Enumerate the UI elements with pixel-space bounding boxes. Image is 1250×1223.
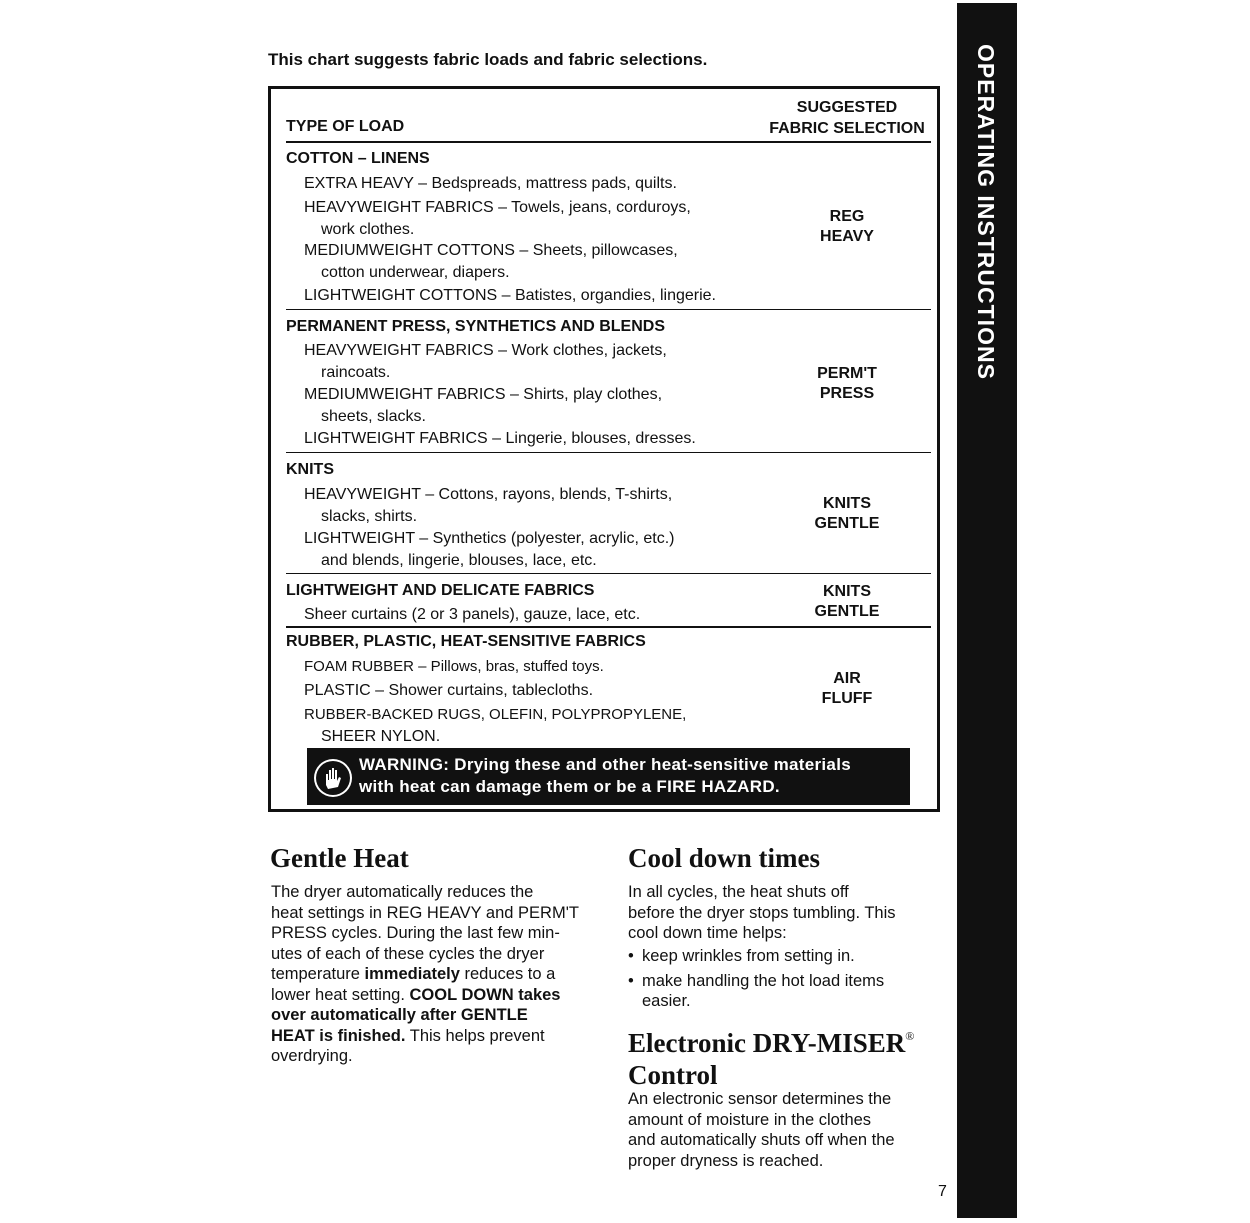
load-item: PLASTIC – Shower curtains, tablecloths. [304, 682, 594, 699]
fabric-setting: REG HEAVY [820, 208, 874, 245]
load-item: Sheer curtains (2 or 3 panels), gauze, lace, etc. [304, 606, 641, 623]
load-item: MEDIUMWEIGHT COTTONS – Sheets, pillowcases, cotton underwear, diapers. [304, 242, 678, 281]
section-title: KNITS [286, 461, 334, 478]
header-rule [286, 141, 931, 143]
section-rule [286, 452, 931, 453]
load-item: MEDIUMWEIGHT FABRICS – Shirts, play clothes, sheets, slacks. [304, 386, 663, 425]
fabric-setting: AIR FLUFF [821, 670, 873, 707]
load-item: HEAVYWEIGHT FABRICS – Towels, jeans, corduroys, work clothes. [304, 199, 691, 238]
cool-down-benefits [628, 946, 948, 1016]
fabric-setting: KNITS GENTLE [814, 495, 880, 532]
hand-warning-icon [314, 759, 352, 797]
cool-down-text: In all cycles, the heat shuts off before the dryer stops tumbling. This cool down time helps: [628, 883, 896, 942]
load-item: HEAVYWEIGHT FABRICS – Work clothes, jackets, raincoats. [304, 342, 667, 381]
load-item: EXTRA HEAVY – Bedspreads, mattress pads, quilts. [304, 175, 677, 192]
section-rule [286, 626, 931, 628]
fabric-setting: PERM'T PRESS [817, 365, 877, 402]
load-item: LIGHTWEIGHT – Synthetics (polyester, acrylic, etc.) and blends, lingerie, blouses, lace, etc. [304, 530, 675, 569]
warning-text: WARNING: Drying these and other heat-sensitive materials with heat can damage them or be a FIRE HAZARD. [359, 755, 851, 796]
gentle-heat-text: The dryer automatically reduces the heat settings in REG HEAVY and PERM'T PRESS cycles. During the last few min- utes of each of these cycles the dryer temperature immediately reduces to a lower heat setting. COOL DOWN takes over automatically after GENTLE HEAT is finished. This helps prevent overdrying. [271, 883, 579, 1065]
section-title: RUBBER, PLASTIC, HEAT-SENSITIVE FABRICS [286, 633, 646, 650]
section-title: LIGHTWEIGHT AND DELICATE FABRICS [286, 582, 595, 599]
header-fabric-selection: SUGGESTED FABRIC SELECTION [769, 99, 925, 137]
dry-miser-heading: Electronic DRY-MISER® Control [628, 1028, 915, 1090]
load-item: LIGHTWEIGHT COTTONS – Batistes, organdies, lingerie. [304, 287, 716, 304]
gentle-heat-heading: Gentle Heat [270, 843, 409, 873]
section-rule [286, 573, 931, 574]
chart-intro: This chart suggests fabric loads and fabric selections. [268, 50, 708, 69]
load-item: LIGHTWEIGHT FABRICS – Lingerie, blouses, dresses. [304, 430, 696, 447]
fire-hazard-warning [307, 748, 910, 805]
dry-miser-text: An electronic sensor determines the amount of moisture in the clothes and automatically shuts off when the proper dryness is reached. [628, 1090, 895, 1170]
fabric-chart [268, 86, 940, 812]
header-type-of-load: TYPE OF LOAD [286, 118, 405, 135]
side-tab-label: OPERATING INSTRUCTIONS [973, 44, 999, 380]
fabric-setting: KNITS GENTLE [814, 583, 880, 620]
cool-down-heading: Cool down times [628, 843, 821, 873]
page-number: 7 [938, 1183, 947, 1200]
section-rule [286, 309, 931, 310]
list-item: • make handling the hot load items easier. [628, 971, 948, 1012]
load-item: FOAM RUBBER – Pillows, bras, stuffed toys. [304, 658, 604, 675]
list-item: • keep wrinkles from setting in. [628, 946, 948, 967]
section-title: COTTON – LINENS [286, 150, 430, 167]
load-item: HEAVYWEIGHT – Cottons, rayons, blends, T-shirts, slacks, shirts. [304, 486, 673, 525]
load-item: RUBBER-BACKED RUGS, OLEFIN, POLYPROPYLENE, SHEER NYLON. [304, 706, 687, 745]
section-title: PERMANENT PRESS, SYNTHETICS AND BLENDS [286, 318, 665, 335]
